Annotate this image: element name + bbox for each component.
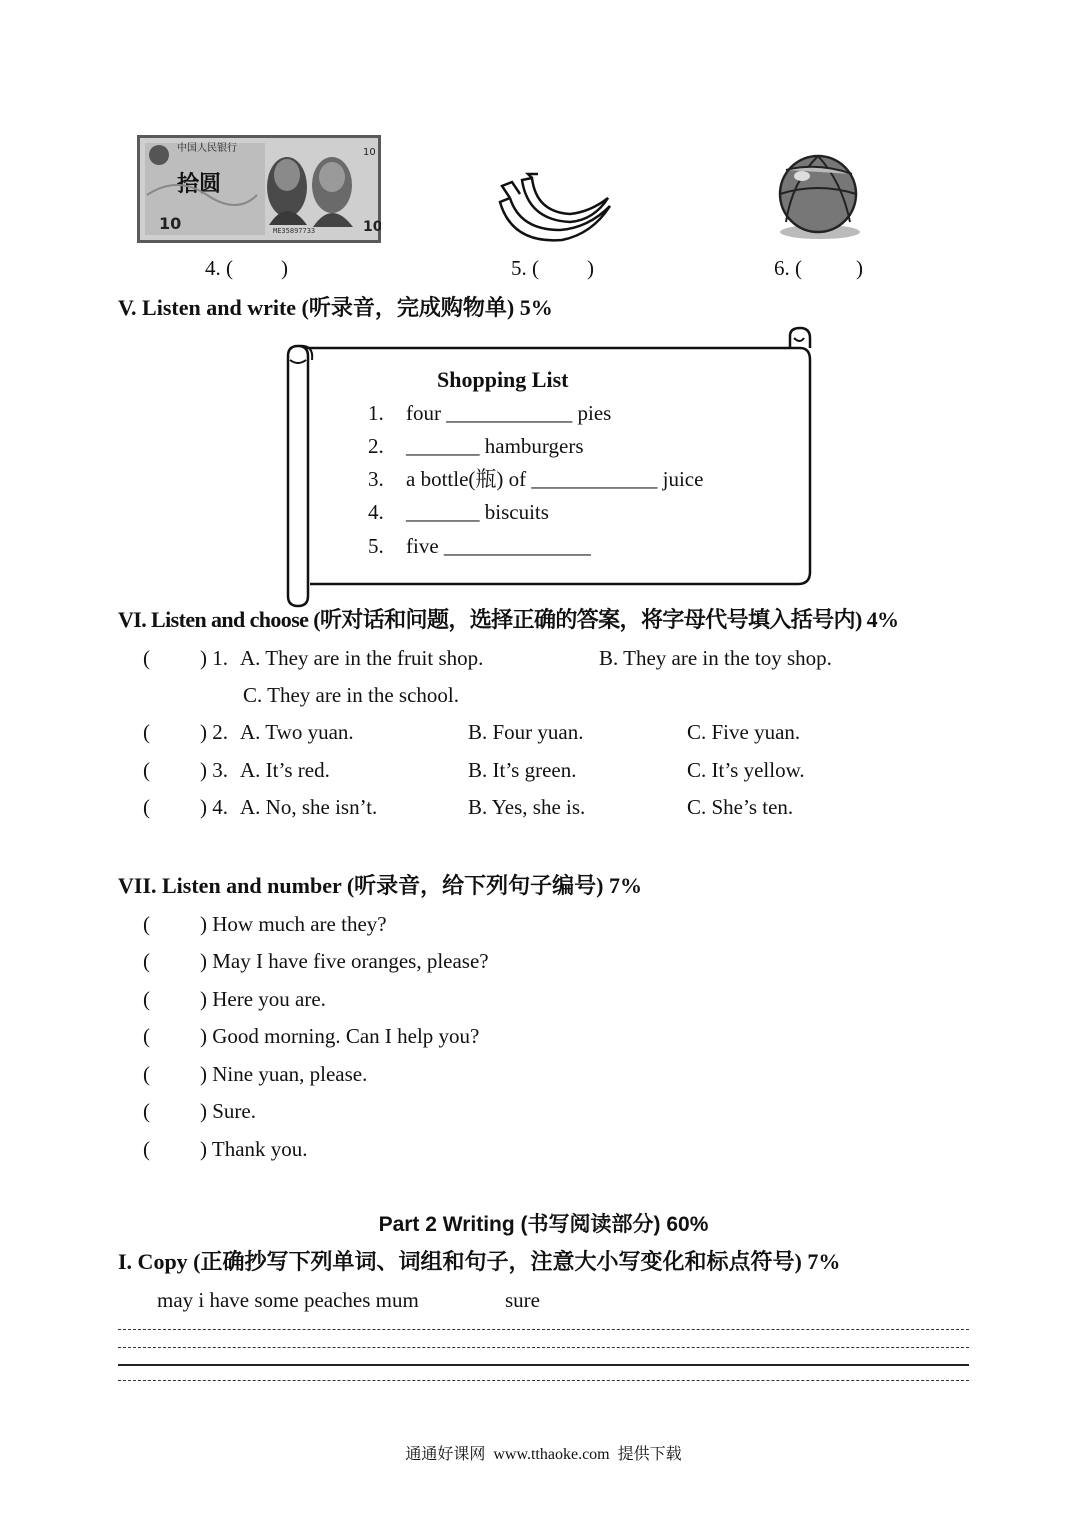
q1-option-b: B. They are in the toy shop. — [599, 646, 832, 670]
svg-text:拾圆: 拾圆 — [177, 172, 222, 197]
shopping-item-number: 4. — [368, 500, 384, 524]
q4-answer-paren[interactable]: ( — [143, 795, 150, 819]
picture-4-close: ) — [281, 256, 288, 280]
shopping-item-number: 2. — [368, 434, 384, 458]
q2-answer-paren[interactable]: ( — [143, 720, 150, 744]
shopping-item-text[interactable]: four ____________ pies — [406, 401, 612, 425]
sentence-3-paren[interactable]: ( — [143, 987, 150, 1011]
sentence-1: ) How much are they? — [200, 912, 387, 936]
sentence-7-paren[interactable]: ( — [143, 1137, 150, 1161]
q3-number: ) 3. — [200, 758, 228, 782]
footer-text: 通通好课网 www.tthaoke.com 提供下载 — [405, 1446, 682, 1463]
sentence-5-paren[interactable]: ( — [143, 1062, 150, 1086]
shopping-item-text[interactable]: _______ biscuits — [406, 500, 549, 524]
picture-6-number: 6. ( — [774, 256, 802, 280]
banknote-10-yuan-image — [137, 135, 381, 243]
sentence-4: ) Good morning. Can I help you? — [200, 1024, 480, 1048]
shopping-item-text[interactable]: _______ hamburgers — [406, 434, 584, 458]
shopping-item-number: 1. — [368, 401, 384, 425]
shopping-item-number: 3. — [368, 467, 384, 491]
sentence-6: ) Sure. — [200, 1099, 256, 1123]
q3-option-c: C. It’s yellow. — [687, 758, 805, 782]
q2-option-a: A. Two yuan. — [240, 720, 354, 744]
picture-5-label — [511, 256, 594, 281]
q1-answer-paren[interactable]: ( — [143, 646, 150, 670]
q3-option-b: B. It’s green. — [468, 758, 577, 782]
writing-line-4[interactable] — [118, 1380, 969, 1381]
q3-answer-paren[interactable]: ( — [143, 758, 150, 782]
banknote-image — [137, 135, 381, 243]
writing-line-1[interactable] — [118, 1329, 969, 1330]
copy-heading: I. Copy (正确抄写下列单词、词组和句子，注意大小写变化和标点符号) 7% — [118, 1249, 841, 1274]
bananas-image — [492, 172, 617, 247]
sentence-7: ) Thank you. — [200, 1137, 308, 1161]
shopping-item-1 — [368, 401, 611, 425]
q2-option-b: B. Four yuan. — [468, 720, 584, 744]
shopping-item-text[interactable]: a bottle(瓶) of ____________ juice — [406, 467, 704, 491]
section-7-heading: VII. Listen and number (听录音，给下列句子编号) 7% — [118, 873, 642, 898]
shopping-item-text[interactable]: five ______________ — [406, 534, 591, 558]
picture-6-close: ) — [856, 256, 863, 280]
svg-text:中国人民银行: 中国人民银行 — [177, 143, 237, 154]
shopping-item-3 — [368, 467, 703, 491]
picture-4-number: 4. ( — [205, 256, 233, 280]
q4-option-a: A. No, she isn’t. — [240, 795, 378, 819]
q4-number: ) 4. — [200, 795, 228, 819]
shopping-item-5 — [368, 534, 591, 558]
picture-5-close: ) — [587, 256, 594, 280]
shopping-item-2 — [368, 434, 584, 458]
svg-text:10: 10 — [363, 147, 376, 158]
q4-option-b: B. Yes, she is. — [468, 795, 586, 819]
sentence-1-paren[interactable]: ( — [143, 912, 150, 936]
svg-text:10: 10 — [363, 219, 381, 235]
q2-option-c: C. Five yuan. — [687, 720, 801, 744]
q3-option-a: A. It’s red. — [240, 758, 330, 782]
svg-text:10: 10 — [159, 214, 182, 233]
picture-4-label — [205, 256, 288, 281]
copy-word-sure: sure — [505, 1288, 540, 1312]
sentence-6-paren[interactable]: ( — [143, 1099, 150, 1123]
part-2-heading: Part 2 Writing (书写阅读部分) 60% — [378, 1213, 709, 1236]
sentence-2-paren[interactable]: ( — [143, 949, 150, 973]
shopping-list-title: Shopping List — [437, 367, 569, 392]
writing-line-3[interactable] — [118, 1364, 969, 1366]
svg-text:ME35897733: ME35897733 — [273, 227, 316, 235]
picture-6-label — [774, 256, 863, 281]
writing-line-2[interactable] — [118, 1347, 969, 1348]
q1-option-c: C. They are in the school. — [243, 683, 459, 707]
beach-ball-image — [772, 152, 864, 242]
q2-number: ) 2. — [200, 720, 228, 744]
shopping-item-number: 5. — [368, 534, 384, 558]
sentence-5: ) Nine yuan, please. — [200, 1062, 368, 1086]
picture-5-number: 5. ( — [511, 256, 539, 280]
sentence-3: ) Here you are. — [200, 987, 326, 1011]
sentence-4-paren[interactable]: ( — [143, 1024, 150, 1048]
sentence-2: ) May I have five oranges, please? — [200, 949, 489, 973]
copy-words: may i have some peaches mum — [157, 1288, 419, 1312]
section-6-heading: VI. Listen and choose (听对话和问题，选择正确的答案，将字母代号填入括号内) 4% — [118, 607, 899, 632]
q4-option-c: C. She’s ten. — [687, 795, 794, 819]
shopping-item-4 — [368, 500, 549, 524]
q1-number: ) 1. — [200, 646, 228, 670]
q1-option-a: A. They are in the fruit shop. — [240, 646, 484, 670]
section-5-heading: V. Listen and write (听录音，完成购物单) 5% — [118, 295, 553, 320]
